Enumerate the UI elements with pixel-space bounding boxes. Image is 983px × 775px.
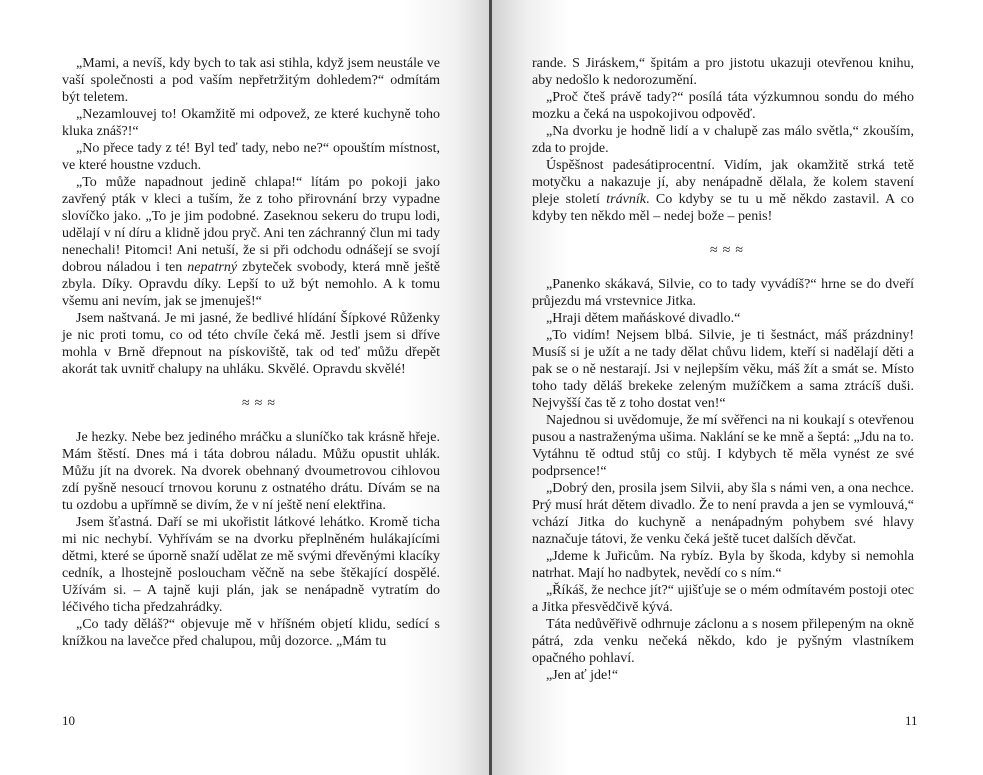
paragraph: „Říkáš, že nechce jít?“ ujišťuje se o mém odmítavém postoji otec a Jitka přesvědčivě kývá.	[532, 583, 914, 615]
paragraph: Je hezky. Nebe bez jediného mráčku a sluníčko tak krásně hřeje. Mám štěstí. Dnes má i táta dobrou náladu. Můžu opustit uhlák. Můžu jít na dvorek. Na dvorek obehnaný dvoumetrovou cihlovou zdí pyšně nesoucí trnovou korunu z ostnatého drátu. Dívám se na tu ozdobu a upřímně se divím, že v ní ještě není elektřina.	[62, 430, 440, 513]
paragraph: „Jdeme k Juřicům. Na rybíz. Byla by škoda, kdyby si nemohla natrhat. Mají ho nadbytek, nevědí co s ním.“	[532, 549, 914, 581]
paragraph: „Hraji dětem maňáskové divadlo.“	[546, 311, 741, 326]
paragraph: „Mami, a nevíš, kdy bych to tak asi stihla, když jsem neustále ve vaší společnosti a pod vaším nepřetržitým dohledem?“ odmítám být teletem.	[62, 56, 440, 105]
right-page	[492, 0, 983, 775]
paragraph: „To vidím! Nejsem blbá. Silvie, je ti šestnáct, máš prázdniny! Musíš si je užít a ne tady dělat chůvu lidem, kteří si nadělají děti a pak se o ně nestarají. Jsi v nejlepším věku, máš žít a smát se. Místo toho tady děláš brekeke zeleným mužíčkem a sama ztrácíš duši. Nejvyšší čas tě z toho dostat ven!“	[532, 328, 914, 411]
paragraph: Jsem šťastná. Daří se mi ukořistit látkové lehátko. Kromě ticha mi nic nechybí. Vyhřívám se na dvorku přeplněném hulákajícími dětmi, které se úporně snaží udělat ze mě svými dřevěnými klacíky cedník, a lhostejně posloucham věčně na sebe štěkající dospělé. Užívám si. – A tajně kuji plán, jak se nenápadně vytratím do léčivého ticha předzahrádky.	[62, 515, 440, 615]
left-page	[0, 0, 490, 775]
paragraph: „Jen ať jde!“	[546, 668, 619, 683]
paragraph: Najednou si uvědomuje, že mí svěřenci na ni koukají s otevřenou pusou a nastraženýma ušima. Naklání se ke mně a šeptá: „Jdu na to. Vytáhnu tě odtud stůj co stůj. I kdybych tě měla vynést ze své podprsence!“	[532, 413, 914, 479]
page-number: 11	[905, 713, 918, 728]
left-page-text	[62, 55, 440, 650]
paragraph: „Nezamlouvej to! Okamžitě mi odpovež, ze které kuchyně toho kluka znáš?!“	[62, 107, 440, 139]
emphasized-word: nepatrný	[187, 260, 238, 275]
page-number: 10	[62, 713, 75, 728]
paragraph: „Co tady děláš?“ objevuje mě v hříšném objetí klidu, sedící s knížkou na lavečce před chalupou, můj dozorce. „Mám tu	[62, 617, 440, 649]
paragraph: Táta nedůvěřivě odhrnuje záclonu a s nosem přilepeným na okně pátrá, zda venku nečeká někdo, kdo je pyšným vlastníkem opačného pohlaví.	[532, 617, 914, 666]
paragraph: „Proč čteš právě tady?“ posílá táta výzkumnou sondu do mého mozku a čeká na uspokojivou odpověď.	[532, 90, 914, 122]
paragraph: „Panenko skákavá, Silvie, co to tady vyvádíš?“ hrne se do dveří průjezdu má vrstevnice Jitka.	[532, 277, 914, 309]
paragraph: Jsem naštvaná. Je mi jasné, že bedlivé hlídání Šípkové Růženky je nic proti tomu, co od této chvíle čeká mě. Jestli jsem si dříve mohla v Brně dřepnout na pískoviště, tak od teď můžu dřepět akorát tak uvnitř chalupy na uhláku. Skvělé. Opravdu skvělé!	[62, 311, 440, 377]
paragraph: „Dobrý den, prosila jsem Silvii, aby šla s námi ven, a ona nechce. Prý musí hrát dětem divadlo. Že to není pravda a jen se vymlouvá,“ vchází Jitka do kuchyně a nenápadným pohybem své hlavy naznačuje tátovi, že venku čeká ještě tucet dalších děvčat.	[532, 481, 914, 547]
section-separator: ≈≈≈	[241, 396, 281, 411]
paragraph: „Na dvorku je hodně lidí a v chalupě zas málo světla,“ zkouším, zda to projde.	[532, 124, 914, 156]
right-page-text	[532, 55, 914, 684]
paragraph: rande. S Jiráskem,“ špitám a pro jistotu ukazuji otevřenou knihu, aby nedošlo k nedorozumění.	[532, 56, 914, 88]
paragraph: „No přece tady z té! Byl teď tady, nebo ne?“ opouštím místnost, ve které houstne vzduch.	[62, 141, 440, 173]
section-separator: ≈≈≈	[709, 243, 749, 258]
paragraph: „To může napadnout jedině chlapa!“ lítám po pokoji jako zavřený pták v kleci a tuším, že z toho přirovnání brzy vypadne slovíčko jako. „To je jim podobné. Zaseknou sekeru do trupu lodi, udělají v ní díru a klidně jdou pryč. Ani ten záchranný člun mi tady nenechali! Pitomci! Ani netuší, že si při odchodu odnášejí se svojí dobrou náladou i ten nepatrný zbyteček svobody, která mně ještě zbyla. Díky. Opravdu díky. Lepší to už být nemohlo. A k tomu všemu ani nevím, jak se jmenuješ!“	[62, 175, 440, 309]
paragraph: Úspěšnost padesátiprocentní. Vidím, jak okamžitě strká tetě motyčku a nakazuje jí, aby nenápadně dělala, že kolem stavení pleje století trávník. Co kdyby se tu u mě někdo zastavil. A co kdyby ten někdo měl – nedej bože – penis!	[532, 158, 914, 224]
emphasized-word: trávník	[606, 192, 646, 207]
